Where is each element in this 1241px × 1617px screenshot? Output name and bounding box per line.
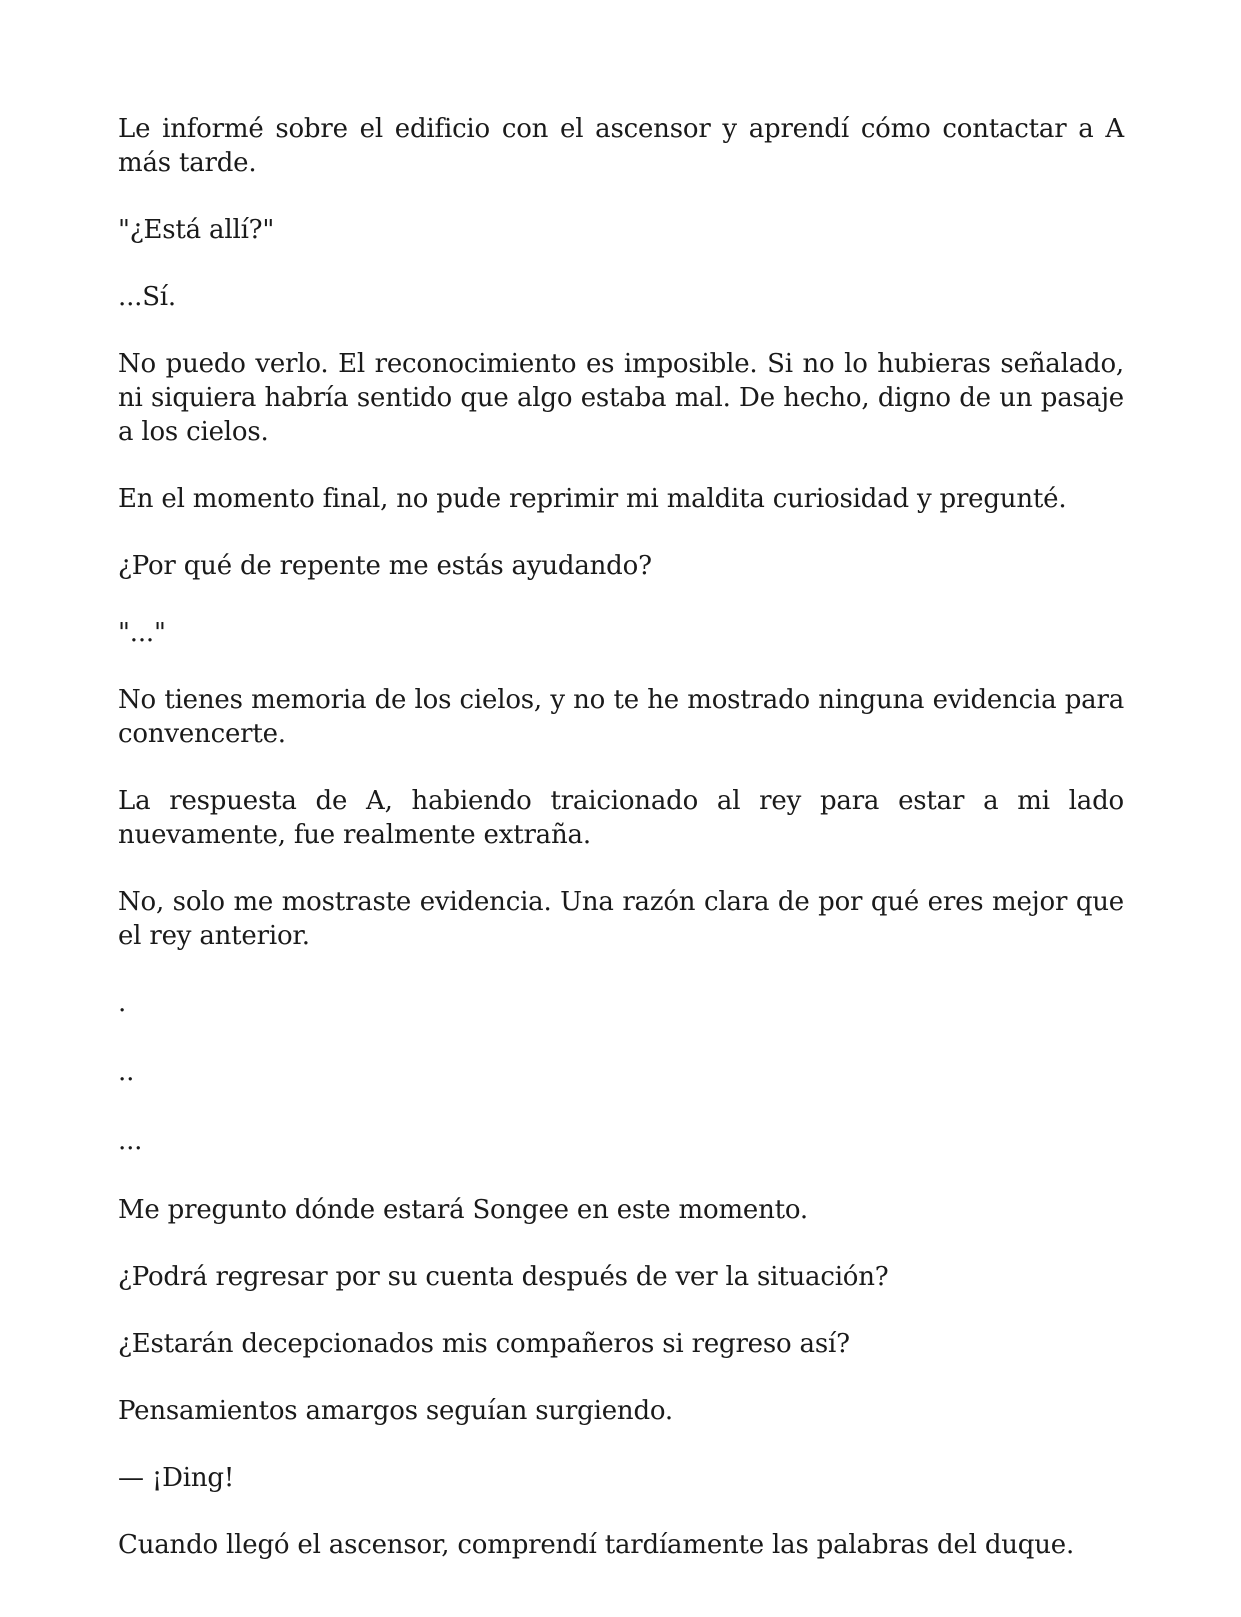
document-body — [118, 112, 1124, 1595]
paragraph: — ¡Ding! — [118, 1463, 235, 1493]
paragraph: ...Sí. — [118, 282, 176, 312]
scene-break-dot: . — [118, 988, 127, 1018]
paragraph: Pensamientos amargos seguían surgiendo. — [118, 1396, 673, 1426]
paragraph: Me pregunto dónde estará Songee en este momento. — [118, 1195, 808, 1225]
paragraph: "..." — [118, 618, 166, 648]
paragraph: Cuando llegó el ascensor, comprendí tardíamente las palabras del duque. — [118, 1530, 1075, 1560]
scene-break-dot: .. — [118, 1057, 135, 1087]
paragraph: Le informé sobre el edificio con el ascensor y aprendí cómo contactar a A más tarde. — [118, 114, 1124, 178]
paragraph: No, solo me mostraste evidencia. Una razón clara de por qué eres mejor que el rey anterior. — [118, 887, 1124, 951]
paragraph: "¿Está allí?" — [118, 215, 275, 245]
paragraph: La respuesta de A, habiendo traicionado al rey para estar a mi lado nuevamente, fue realmente extraña. — [118, 786, 1124, 850]
paragraph: No puedo verlo. El reconocimiento es imposible. Si no lo hubieras señalado, ni siquiera habría sentido que algo estaba mal. De hecho, digno de un pasaje a los cielos. — [118, 349, 1124, 447]
scene-break-dot: ... — [118, 1126, 143, 1156]
paragraph: ¿Por qué de repente me estás ayudando? — [118, 551, 652, 581]
paragraph: En el momento final, no pude reprimir mi maldita curiosidad y pregunté. — [118, 484, 1067, 514]
paragraph: ¿Podrá regresar por su cuenta después de ver la situación? — [118, 1262, 889, 1292]
paragraph: ¿Estarán decepcionados mis compañeros si regreso así? — [118, 1329, 850, 1359]
paragraph: No tienes memoria de los cielos, y no te he mostrado ninguna evidencia para convencerte. — [118, 685, 1124, 749]
